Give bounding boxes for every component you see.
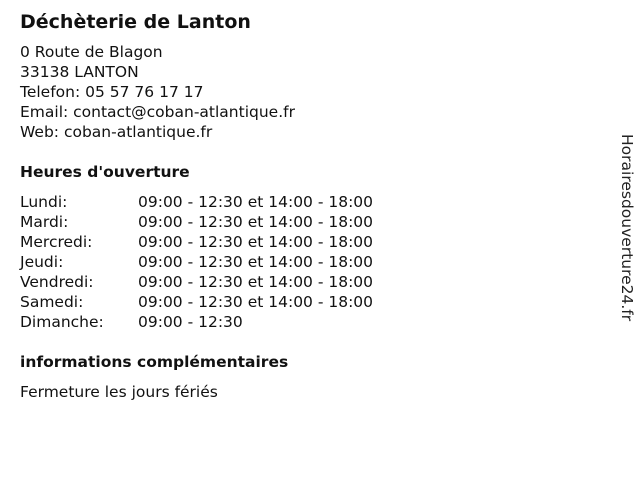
hours-table xyxy=(20,192,373,332)
street-address: 0 Route de Blagon xyxy=(20,43,163,61)
hours-row xyxy=(20,272,373,292)
place-title: Déchèterie de Lanton xyxy=(20,11,251,33)
day-hours: 09:00 - 12:30 et 14:00 - 18:00 xyxy=(138,293,374,311)
info-text: Fermeture les jours fériés xyxy=(20,383,218,401)
opening-hours-card xyxy=(20,10,600,402)
day-label: Vendredi: xyxy=(20,273,94,291)
hours-row xyxy=(20,232,373,252)
day-label: Dimanche: xyxy=(20,313,104,331)
hours-row xyxy=(20,192,373,212)
site-brand-vertical: Horairesdouverture24.fr xyxy=(618,134,636,322)
hours-heading: Heures d'ouverture xyxy=(20,163,190,181)
info-heading: informations complémentaires xyxy=(20,353,289,371)
hours-row xyxy=(20,252,373,272)
hours-row xyxy=(20,312,373,332)
day-hours: 09:00 - 12:30 et 14:00 - 18:00 xyxy=(138,193,374,211)
day-label: Jeudi: xyxy=(20,253,64,271)
day-hours: 09:00 - 12:30 et 14:00 - 18:00 xyxy=(138,233,374,251)
contact-block xyxy=(20,42,600,142)
day-hours: 09:00 - 12:30 xyxy=(138,313,243,331)
city-address: 33138 LANTON xyxy=(20,63,139,81)
email-line: Email: contact@coban-atlantique.fr xyxy=(20,103,295,121)
hours-row xyxy=(20,292,373,312)
day-hours: 09:00 - 12:30 et 14:00 - 18:00 xyxy=(138,213,374,231)
day-hours: 09:00 - 12:30 et 14:00 - 18:00 xyxy=(138,253,374,271)
day-label: Samedi: xyxy=(20,293,84,311)
phone-line: Telefon: 05 57 76 17 17 xyxy=(20,83,204,101)
web-line: Web: coban-atlantique.fr xyxy=(20,123,213,141)
day-label: Mercredi: xyxy=(20,233,93,251)
day-label: Lundi: xyxy=(20,193,68,211)
day-label: Mardi: xyxy=(20,213,69,231)
hours-row xyxy=(20,212,373,232)
day-hours: 09:00 - 12:30 et 14:00 - 18:00 xyxy=(138,273,374,291)
